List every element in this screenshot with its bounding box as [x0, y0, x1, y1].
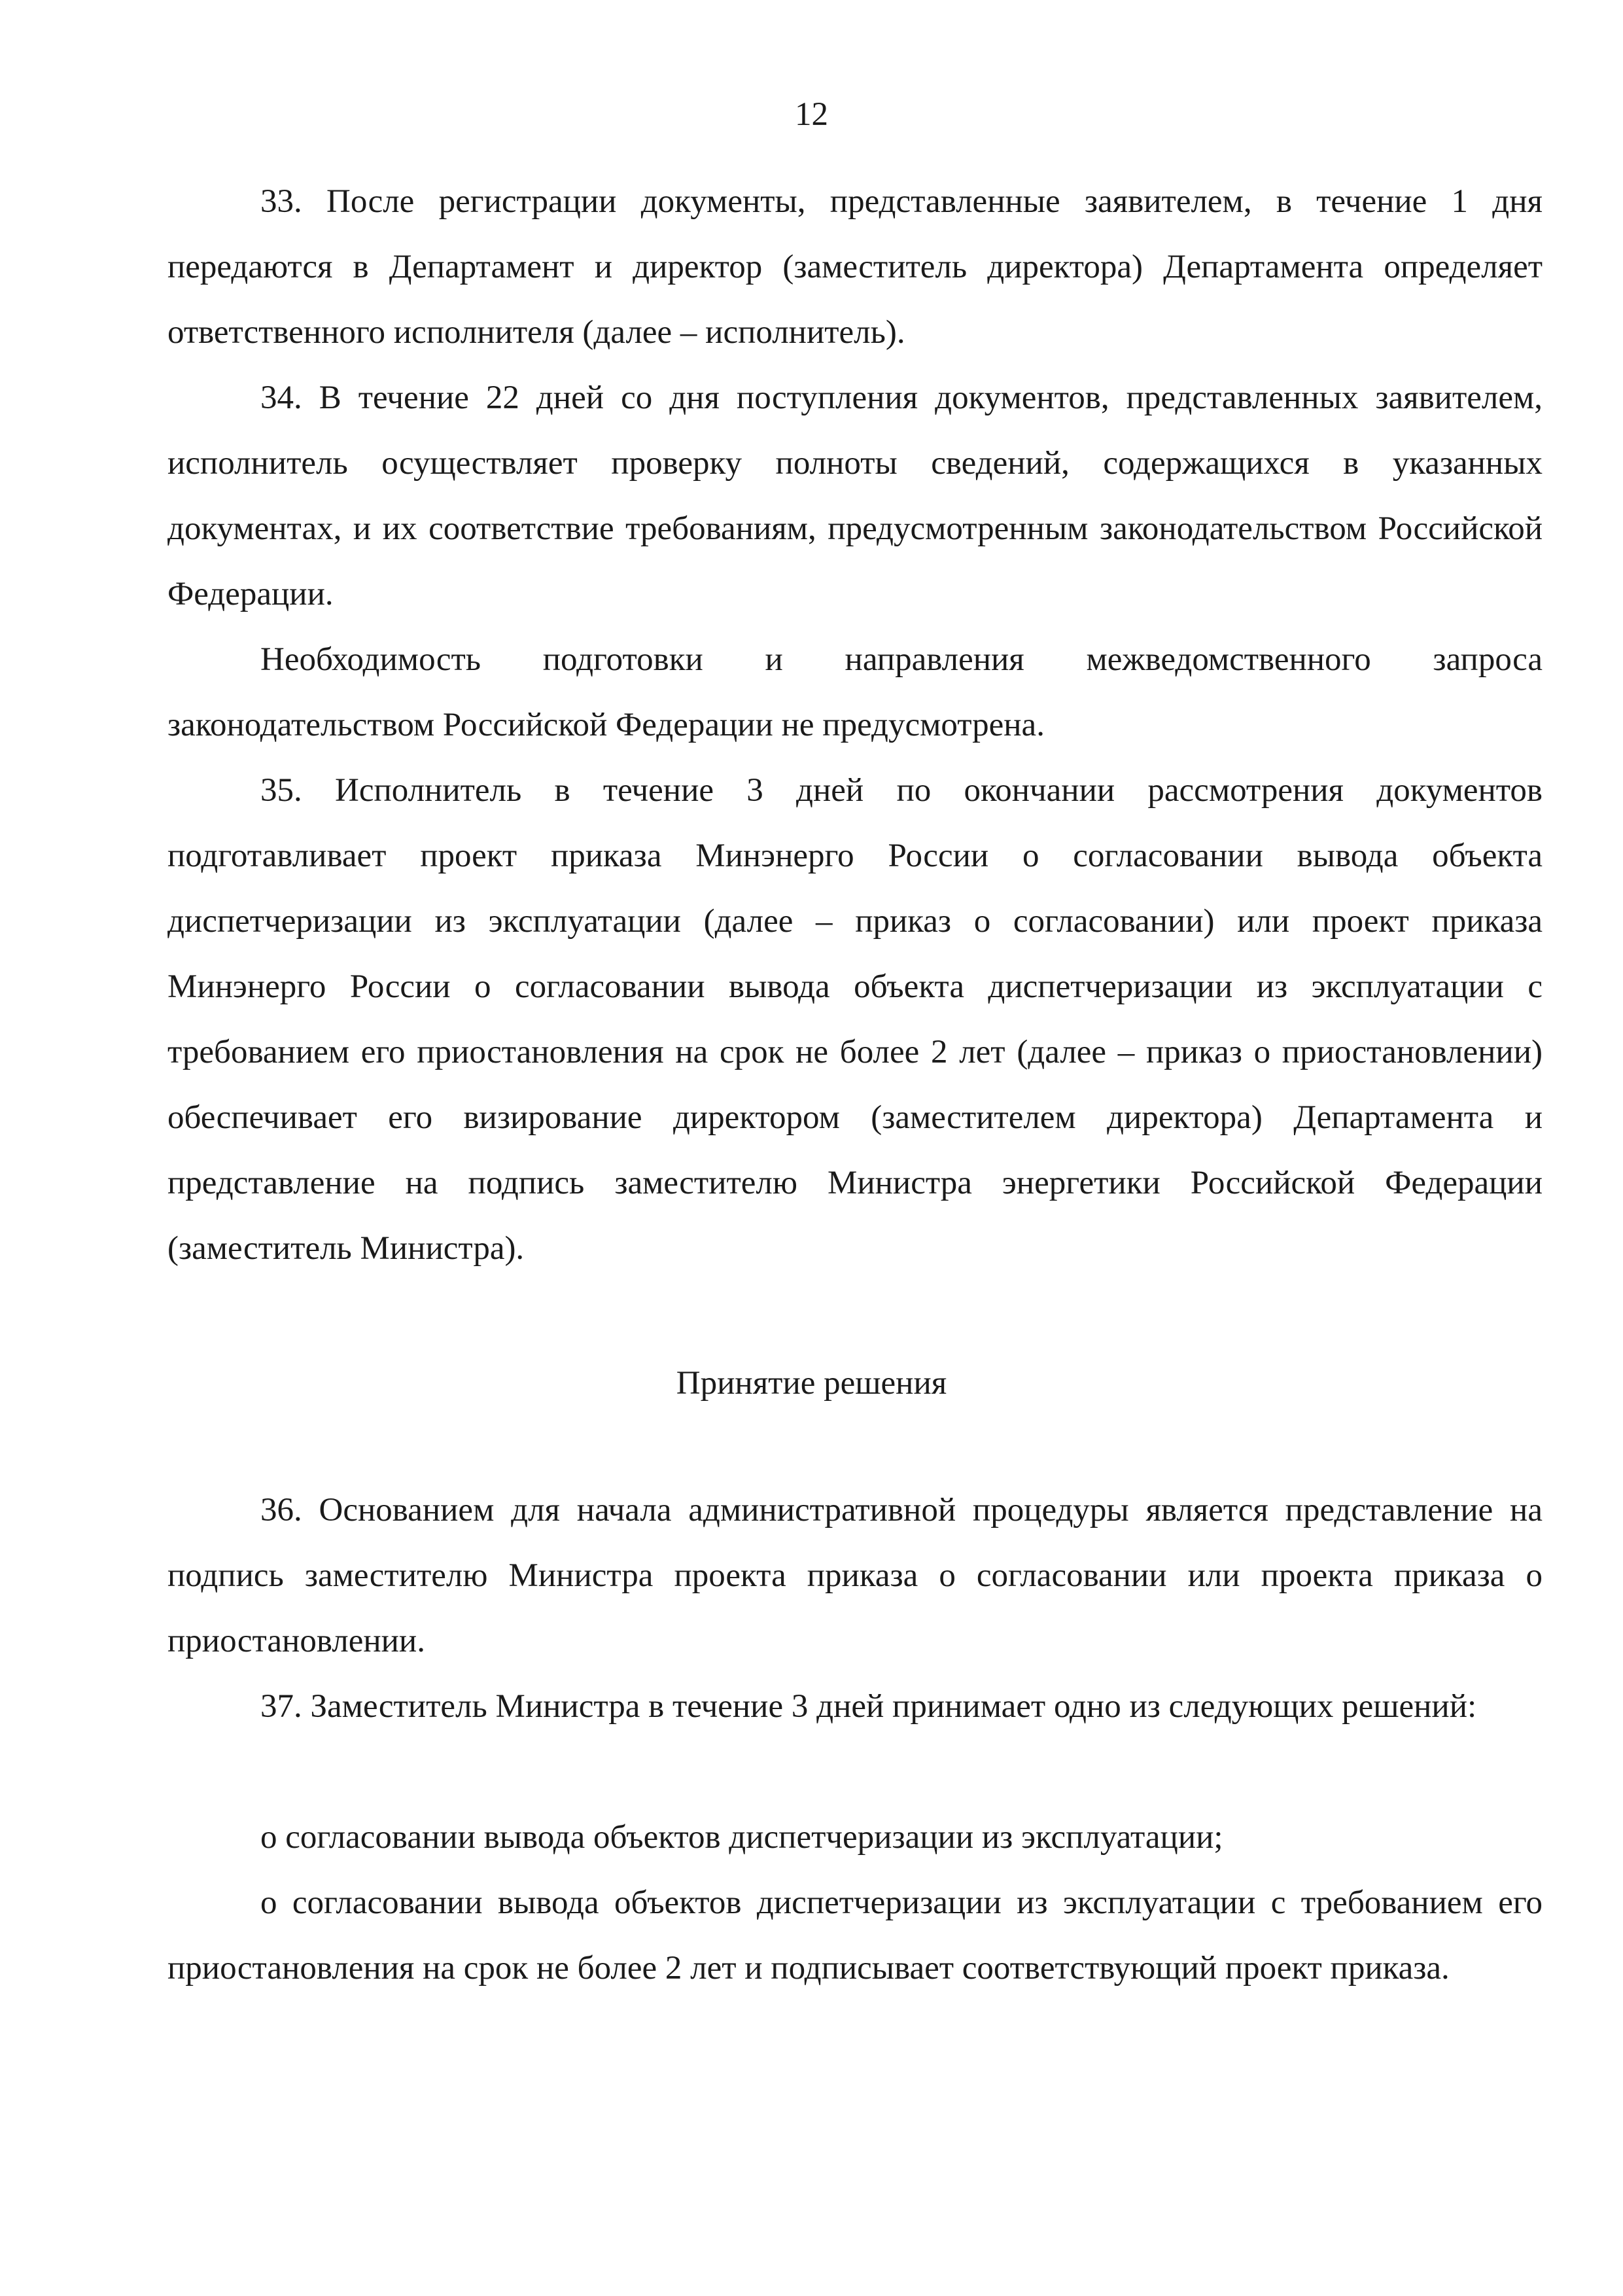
paragraph-37-option-b: о согласовании вывода объектов диспетчеризации из эксплуатации с требованием его приостановления на срок не более 2 лет и подписывает соответствующий проект приказа.: [167, 1884, 1543, 1987]
page-number: 12: [795, 96, 828, 133]
paragraph-33: 33. После регистрации документы, представленные заявителем, в течение 1 дня передаются в Департамент и директор (заместитель директора) Департамента определяет ответственного исполнителя (далее – исполнитель).: [167, 183, 1543, 351]
paragraph-35: 35. Исполнитель в течение 3 дней по окончании рассмотрения документов подготавливает проект приказа Минэнерго России о согласовании вывода объекта диспетчеризации из эксплуатации (далее – приказ о согласовании) или проект приказа Минэнерго России о согласовании вывода объекта диспетчеризации из эксплуатации с требованием его приостановления на срок не более 2 лет (далее – приказ о приостановлении) обеспечивает его визирование директором (заместителем директора) Департамента и представление на подпись заместителю Министра энергетики Российской Федерации (заместитель Министра).: [167, 772, 1543, 1267]
paragraph-37-option-a: о согласовании вывода объектов диспетчеризации из эксплуатации;: [260, 1819, 1223, 1856]
paragraph-36: 36. Основанием для начала административной процедуры является представление на подпись заместителю Министра проекта приказа о согласовании или проекта приказа о приостановлении.: [167, 1492, 1543, 1659]
section-heading-decision: Принятие решения: [676, 1365, 947, 1402]
paragraph-37: 37. Заместитель Министра в течение 3 дней принимает одно из следующих решений:: [260, 1688, 1477, 1725]
paragraph-34-interagency-note: Необходимость подготовки и направления межведомственного запроса законодательством Российской Федерации не предусмотрена.: [167, 641, 1543, 743]
paragraph-34: 34. В течение 22 дней со дня поступления документов, представленных заявителем, исполнитель осуществляет проверку полноты сведений, содержащихся в указанных документах, и их соответствие требованиям, предусмотренным законодательством Российской Федерации.: [167, 380, 1543, 612]
